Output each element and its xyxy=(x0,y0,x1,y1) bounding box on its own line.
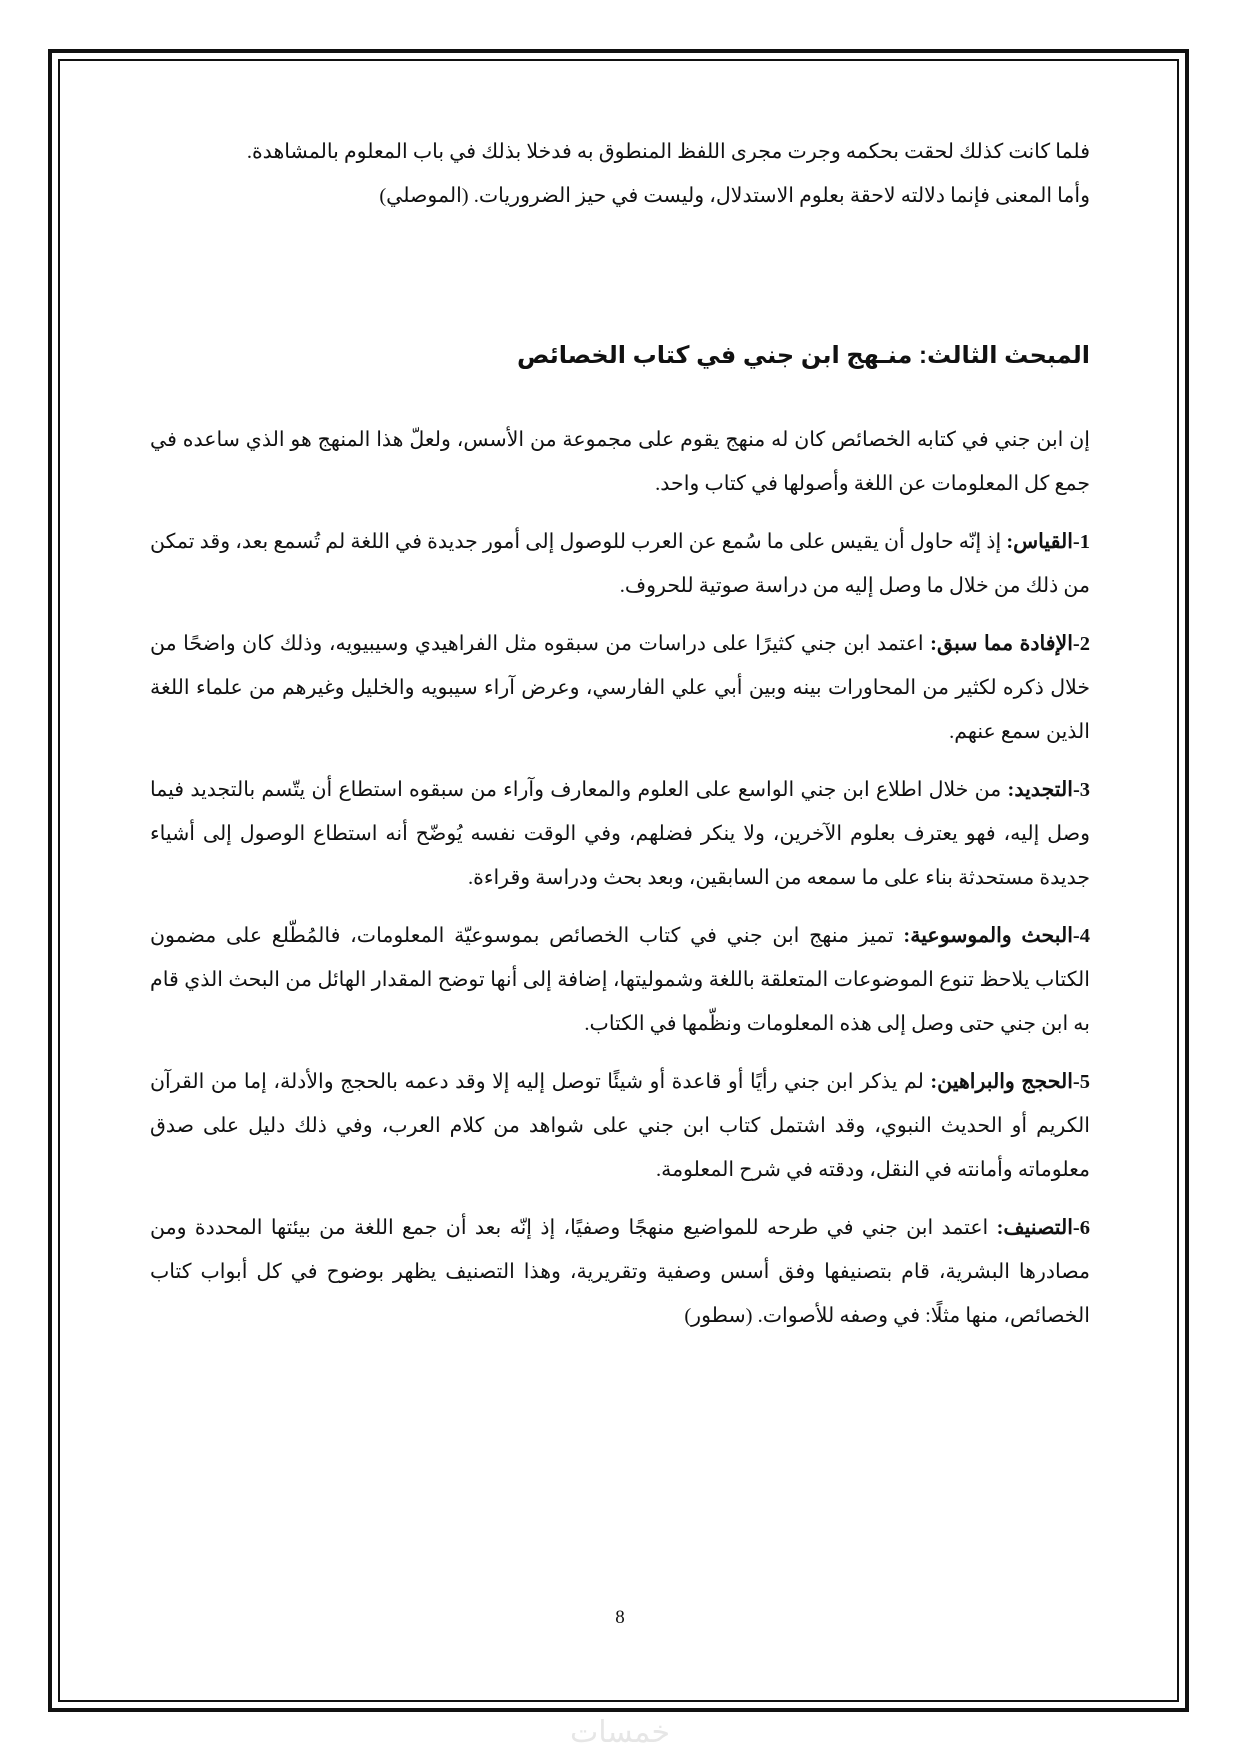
watermark-logo: خمسات xyxy=(569,1715,671,1750)
item-number: 2- xyxy=(1072,633,1090,655)
item-number: 3- xyxy=(1072,779,1091,801)
item-text: اعتمد ابن جني في طرحه للمواضيع منهجًا وصفيًا، إذ إنّه بعد أن جمع اللغة من بيئتها المحددة ومن مصادرها البشرية، قام بتصنيفها وفق أسس وصفية وتقريرية، وهذا التصنيف يظهر بوضوح في كل أبواب كتاب الخصائص، منها مثلًا: في وصفه للأصوات. (سطور) xyxy=(150,1217,1090,1327)
item-term: البحث والموسوعية: xyxy=(903,925,1073,947)
intro-line-1: فلما كانت كذلك لحقت بحكمه وجرت مجرى اللفظ المنطوق به فدخلا بذلك في باب المعلوم بالمشاهدة. xyxy=(246,141,1090,163)
item-text: إذ إنّه حاول أن يقيس على ما سُمع عن العرب للوصول إلى أمور جديدة في اللغة لم تُسمع بعد، وقد تمكن من ذلك من خلال ما وصل إليه من دراسة صوتية للحروف. xyxy=(150,531,1090,597)
item-text: تميز منهج ابن جني في كتاب الخصائص بموسوعيّة المعلومات، فالمُطّلع على مضمون الكتاب يلاحظ تنوع الموضوعات المتعلقة باللغة وشموليتها، إضافة إلى أنها توضح المقدار الهائل من البحث الذي قام به ابن جني حتى وصل إلى هذه المعلومات ونظّمها في الكتاب. xyxy=(150,925,1090,1035)
item-term: الإفادة مما سبق: xyxy=(930,633,1073,655)
item-text: لم يذكر ابن جني رأيًا أو قاعدة أو شيئًا توصل إليه إلا وقد دعمه بالحجج والأدلة، إما من القرآن الكريم أو الحديث النبوي، وقد اشتمل كتاب ابن جني على شواهد من كلام العرب، وفي ذلك دليل على صدق معلوماته وأمانته في النقل، ودقته في شرح المعلومة. xyxy=(150,1071,1091,1181)
list-item xyxy=(150,768,1090,900)
item-number: 6- xyxy=(1072,1217,1090,1239)
page-content xyxy=(150,130,1090,1352)
list-item xyxy=(150,622,1090,754)
item-number: 4- xyxy=(1072,925,1090,947)
item-text: من خلال اطلاع ابن جني الواسع على العلوم والمعارف وآراء من سبقوه استطاع أن يتّسم بالتجديد فيما وصل إليه، فهو يعترف بعلوم الآخرين، ولا ينكر فضلهم، وفي الوقت نفسه يُوضّح أنه استطاع الوصول إلى أشياء جديدة مستحدثة بناء على ما سمعه من السابقين، وبعد بحث ودراسة وقراءة. xyxy=(150,779,1090,889)
item-term: الحجج والبراهين: xyxy=(930,1071,1073,1093)
item-term: التجديد: xyxy=(1007,779,1073,801)
list-item xyxy=(150,1060,1090,1192)
item-term: التصنيف: xyxy=(996,1217,1073,1239)
section-heading: المبحث الثالث: منـهج ابن جني في كتاب الخصائص xyxy=(517,342,1090,369)
item-number: 1- xyxy=(1072,531,1090,553)
list-item xyxy=(150,1206,1090,1338)
intro-line-2: وأما المعنى فإنما دلالته لاحقة بعلوم الاستدلال، وليست في حيز الضروريات. (الموصلي) xyxy=(379,185,1090,207)
list-item xyxy=(150,914,1090,1046)
item-text: اعتمد ابن جني كثيرًا على دراسات من سبقوه مثل الفراهيدي وسيبيويه، وذلك كان واضحًا من خلال ذكره لكثير من المحاورات بينه وبين أبي علي الفارسي، وعرض آراء سيبويه والخليل وغيرهم من علماء اللغة الذين سمع عنهم. xyxy=(150,633,1090,743)
item-term: القياس: xyxy=(1006,531,1073,553)
item-number: 5- xyxy=(1072,1071,1090,1093)
page-number: 8 xyxy=(615,1607,625,1628)
list-item xyxy=(150,520,1090,608)
section-lead: إن ابن جني في كتابه الخصائص كان له منهج يقوم على مجموعة من الأسس، ولعلّ هذا المنهج هو الذي ساعده في جمع كل المعلومات عن اللغة وأصولها في كتاب واحد. xyxy=(150,429,1091,495)
